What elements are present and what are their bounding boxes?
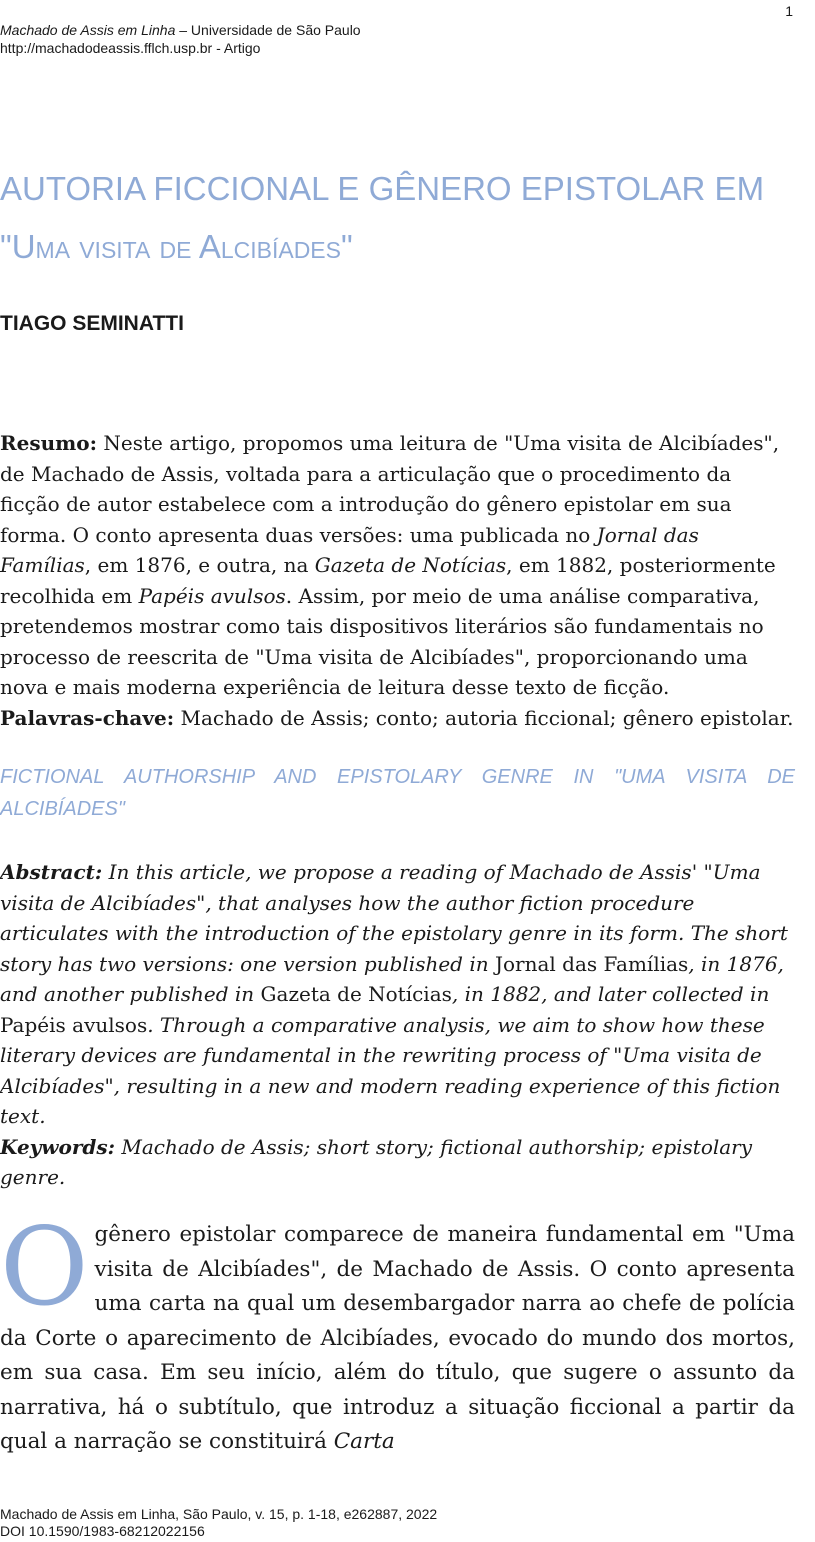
resumo-text: Neste artigo, propomos uma leitura de "Uma visita de Alcibíades", de Machado de Assis, voltada para a articulação que o procedimento da ficção de autor estabelece com a introdução do gênero epistolar em sua forma. O conto apresenta duas versões: uma publicada no bbox=[0, 431, 780, 547]
footer-doi: DOI 10.1590/1983-68212022156 bbox=[0, 1523, 205, 1539]
abstract-paragraph bbox=[0, 857, 795, 1132]
english-title: FICTIONAL AUTHORSHIP AND EPISTOLARY GENRE IN "UMA VISITA DE ALCIBÍADES" bbox=[0, 766, 795, 820]
abstract-text: . Through a comparative analysis, we aim to show how these literary devices are fundamental in the rewriting process of "Uma visita de Alcibíades", resulting in a new and modern reading experience of this fiction text. bbox=[0, 1012, 781, 1128]
resumo-italic-gazeta: Gazeta de Notícias bbox=[314, 553, 507, 577]
journal-name: Machado de Assis em Linha bbox=[0, 22, 176, 38]
article-title bbox=[0, 160, 815, 276]
intro-paragraph bbox=[0, 1205, 795, 1460]
keywords-text: Machado de Assis; conto; autoria ficcional; gênero epistolar. bbox=[174, 705, 794, 730]
footer bbox=[0, 1506, 437, 1540]
journal-url: http://machadodeassis.fflch.usp.br - Artigo bbox=[0, 40, 261, 56]
running-head bbox=[0, 21, 361, 57]
abstract-roman-gazeta: Gazeta de Notícias bbox=[260, 982, 452, 1006]
abstract-roman-papeis: Papéis avulsos bbox=[0, 1012, 148, 1037]
author-name: TIAGO SEMINATTI bbox=[0, 312, 184, 335]
abstract-text: In this article, we propose a reading of Machado de Assis' "Uma visita de Alcibíades", that analyses how the author fiction procedure articulates with the introduction of the epistolary genre in its form. The short story has two versions: one version published in bbox=[0, 860, 788, 976]
resumo-text: , em 1876, e outra, na bbox=[84, 553, 315, 577]
footer-citation: Machado de Assis em Linha, São Paulo, v. 15, p. 1-18, e262887, 2022 bbox=[0, 1506, 438, 1522]
intro-text: gênero epistolar comparece de maneira fundamental em "Uma visita de Alcibíades", de Machado de Assis. O conto apresenta uma carta na qual um desembargador narra ao chefe de polícia da Corte o aparecimento de Alcibíades, evocado do mundo dos mortos, em sua casa. Em seu início, além do título, que sugere o assunto da narrativa, há o subtítulo, que introduz a situação ficcional a partir da qual a narração se constituirá bbox=[0, 1222, 795, 1454]
abstract-roman-jornal: Jornal das Famílias bbox=[494, 951, 689, 976]
running-head-journal-line bbox=[0, 21, 361, 39]
drop-cap: O bbox=[0, 1205, 89, 1330]
keywords-label-en: Keywords: bbox=[0, 1134, 116, 1159]
page-number: 1 bbox=[785, 3, 793, 19]
abstract-text: , in 1882, and later collected in bbox=[451, 982, 770, 1006]
resumo-text: , em 1882, posteriormente recolhida em bbox=[0, 553, 776, 608]
abstract-keywords bbox=[0, 1132, 795, 1193]
abstract-text: , in 1876, and another published in bbox=[0, 951, 784, 1006]
resumo-italic-jornal: Jornal das Famílias bbox=[0, 522, 699, 577]
resumo-text: . Assim, por meio de uma análise comparativa, pretendemos mostrar como tais dispositivos literários são fundamentais no processo de reescrita de "Uma visita de Alcibíades", proporcionando uma nova e mais moderna experiência de leitura desse texto de ficção. bbox=[0, 583, 764, 699]
resumo-paragraph bbox=[0, 428, 795, 703]
title-line-2: "Uma visita de Alcibíades" bbox=[0, 228, 353, 265]
title-line-1: AUTORIA FICCIONAL E GÊNERO EPISTOLAR EM bbox=[0, 170, 765, 207]
resumo-italic-papeis: Papéis avulsos bbox=[138, 583, 286, 608]
resumo-keywords bbox=[0, 703, 795, 734]
resumo-section bbox=[0, 428, 795, 733]
abstract-label: Abstract: bbox=[0, 860, 103, 884]
keywords-label: Palavras-chave: bbox=[0, 705, 175, 730]
resumo-label: Resumo: bbox=[0, 431, 98, 455]
institution: – Universidade de São Paulo bbox=[175, 22, 361, 38]
keywords-text-en: Machado de Assis; short story; fictional authorship; epistolary genre. bbox=[0, 1134, 753, 1189]
abstract-section bbox=[0, 857, 795, 1193]
intro-italic-carta: Carta bbox=[333, 1429, 395, 1454]
